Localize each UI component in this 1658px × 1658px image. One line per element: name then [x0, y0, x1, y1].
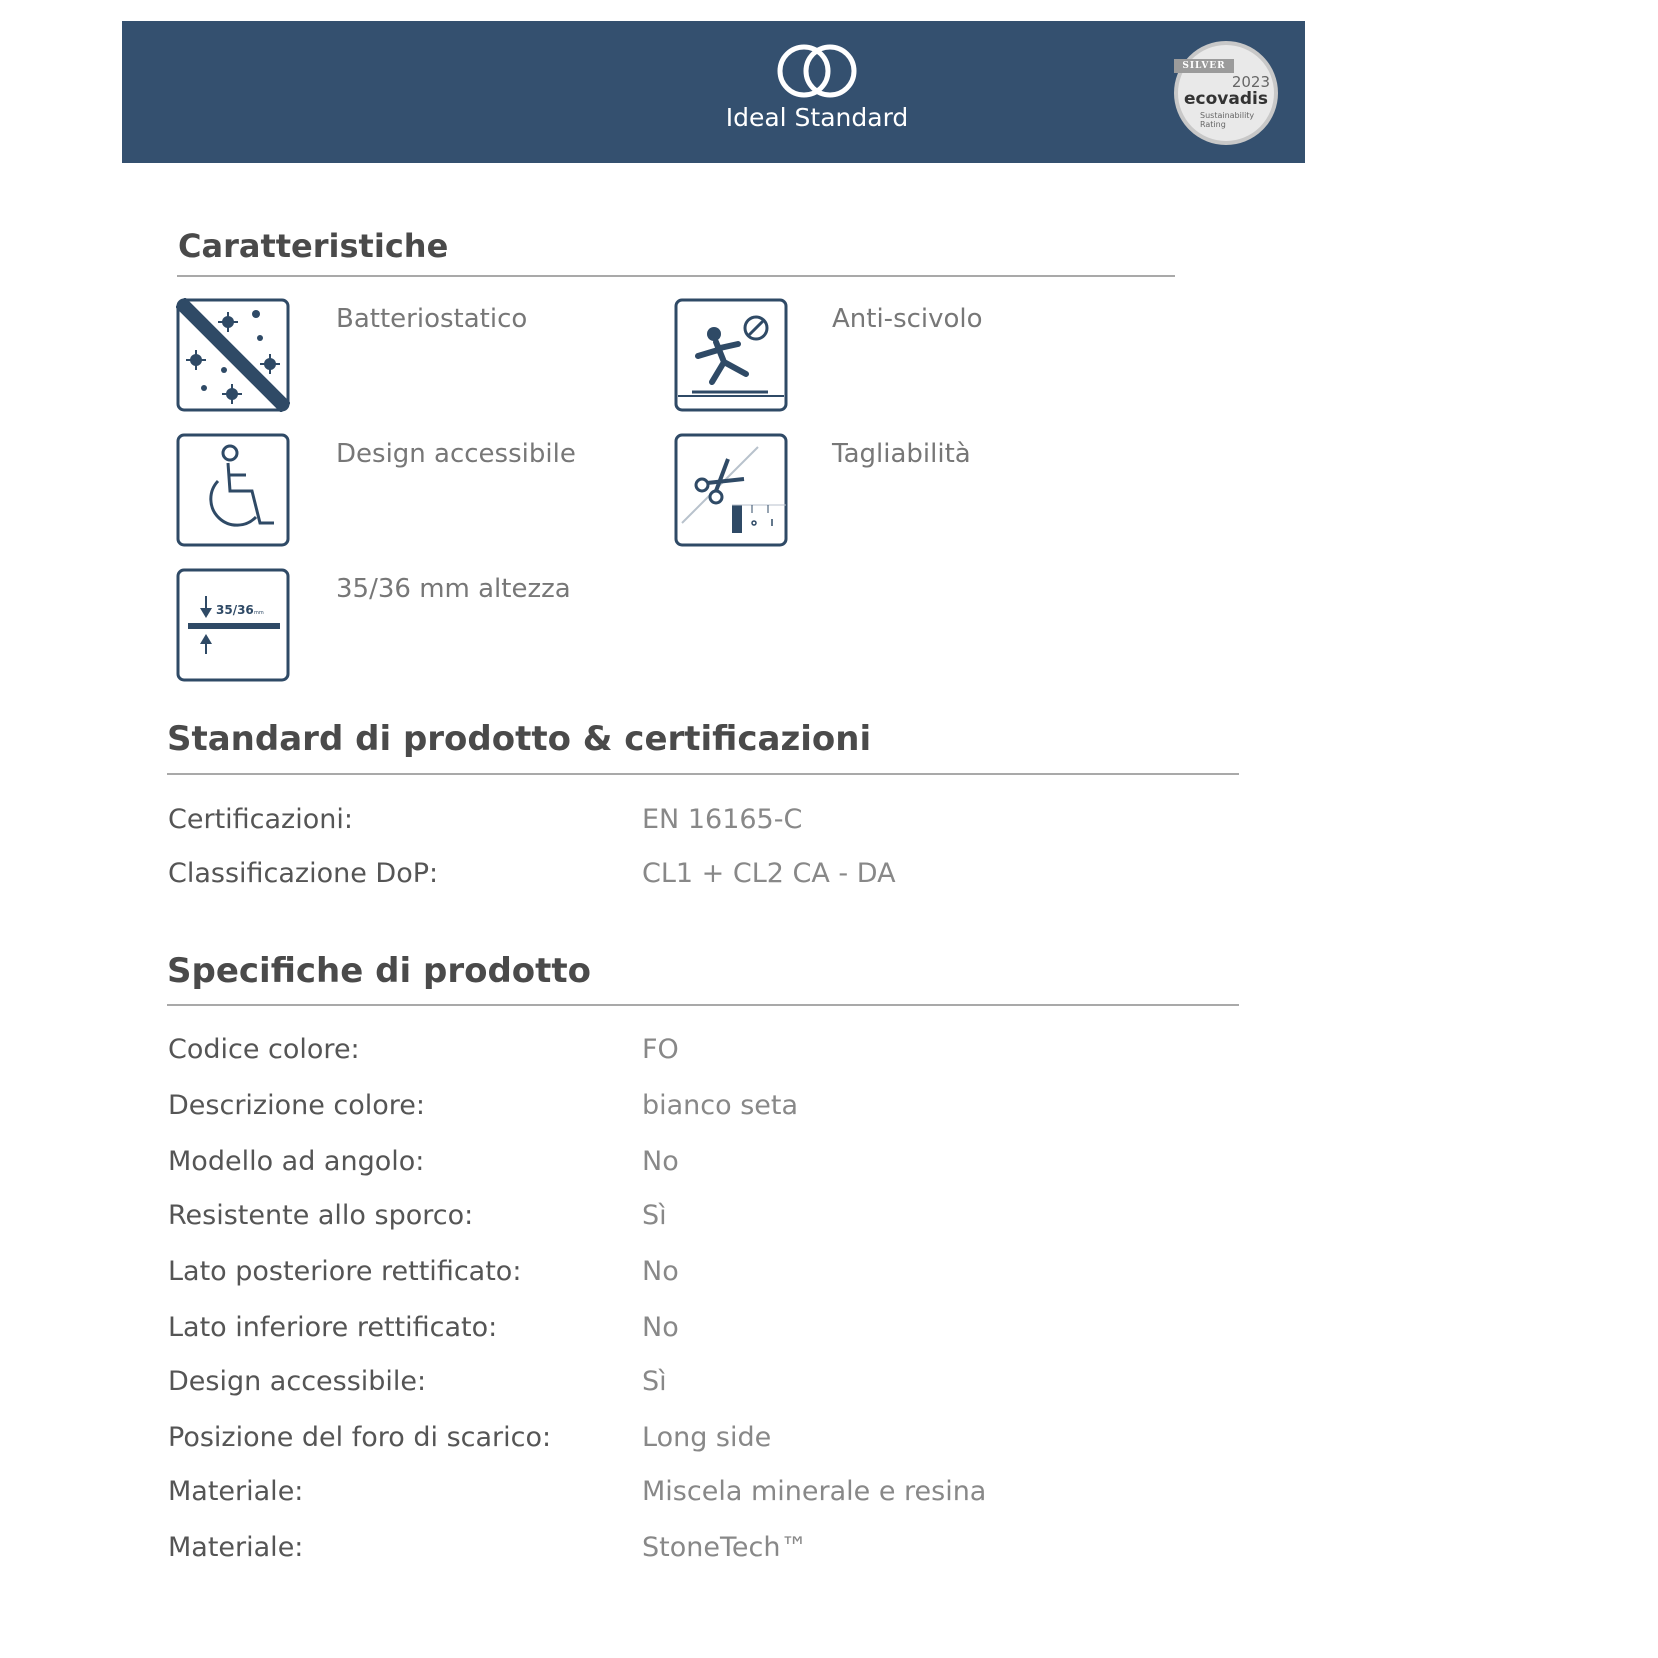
ecovadis-badge	[1174, 41, 1278, 145]
spec-value: Sì	[642, 1200, 667, 1231]
feature-label-anti-slip: Anti-scivolo	[832, 304, 983, 334]
badge-sub	[1200, 111, 1254, 129]
height-icon	[176, 568, 290, 682]
brand-logo	[707, 43, 927, 132]
spec-label: Design accessibile:	[168, 1366, 427, 1397]
spec-label: Codice colore:	[168, 1034, 360, 1065]
spec-value: Long side	[642, 1422, 772, 1453]
spec-label: Posizione del foro di scarico:	[168, 1422, 552, 1453]
feature-label-cuttable: Tagliabilità	[832, 439, 971, 469]
cert-label: Classificazione DoP:	[168, 858, 439, 889]
specs-divider	[167, 1004, 1239, 1006]
spec-value: No	[642, 1312, 679, 1343]
spec-label: Materiale:	[168, 1532, 304, 1563]
badge-year: 2023	[1231, 73, 1270, 91]
spec-label: Lato posteriore rettificato:	[168, 1256, 522, 1287]
certifications-divider	[167, 773, 1239, 775]
anti-slip-icon	[674, 298, 788, 412]
badge-name: ecovadis	[1184, 89, 1268, 109]
feature-label-height: 35/36 mm altezza	[336, 574, 571, 604]
spec-label: Lato inferiore rettificato:	[168, 1312, 498, 1343]
wheelchair-icon	[176, 433, 290, 547]
height-icon-text: 35/36	[216, 603, 254, 617]
cert-value: CL1 + CL2 CA - DA	[642, 858, 896, 889]
spec-value: No	[642, 1256, 679, 1287]
spec-value: FO	[642, 1034, 679, 1065]
cuttable-icon	[674, 433, 788, 547]
spec-value: StoneTech™	[642, 1532, 808, 1563]
brand-header	[122, 21, 1305, 163]
spec-label: Materiale:	[168, 1476, 304, 1507]
spec-label: Resistente allo sporco:	[168, 1200, 474, 1231]
spec-value: Sì	[642, 1366, 667, 1397]
spec-value: Miscela minerale e resina	[642, 1476, 987, 1507]
height-icon-unit: mm	[254, 610, 264, 616]
cert-label: Certificazioni:	[168, 804, 353, 835]
features-title: Caratteristiche	[178, 227, 449, 265]
feature-label-accessible: Design accessibile	[336, 439, 576, 469]
interlocking-rings-icon	[776, 43, 858, 99]
spec-value: No	[642, 1146, 679, 1177]
spec-value: bianco seta	[642, 1090, 799, 1121]
cert-value: EN 16165-C	[642, 804, 803, 835]
features-divider	[177, 275, 1175, 277]
badge-sub-line2: Rating	[1200, 120, 1226, 129]
brand-name: Ideal Standard	[725, 103, 909, 132]
spec-label: Descrizione colore:	[168, 1090, 426, 1121]
spec-label: Modello ad angolo:	[168, 1146, 425, 1177]
feature-label-bacteriostatic: Batteriostatico	[336, 304, 528, 334]
badge-sub-line1: Sustainability	[1200, 111, 1255, 120]
specs-title: Specifiche di prodotto	[167, 951, 592, 991]
certifications-title: Standard di prodotto & certificazioni	[167, 719, 872, 759]
bacteriostatic-icon	[176, 298, 290, 412]
badge-ribbon: SILVER	[1174, 59, 1234, 73]
